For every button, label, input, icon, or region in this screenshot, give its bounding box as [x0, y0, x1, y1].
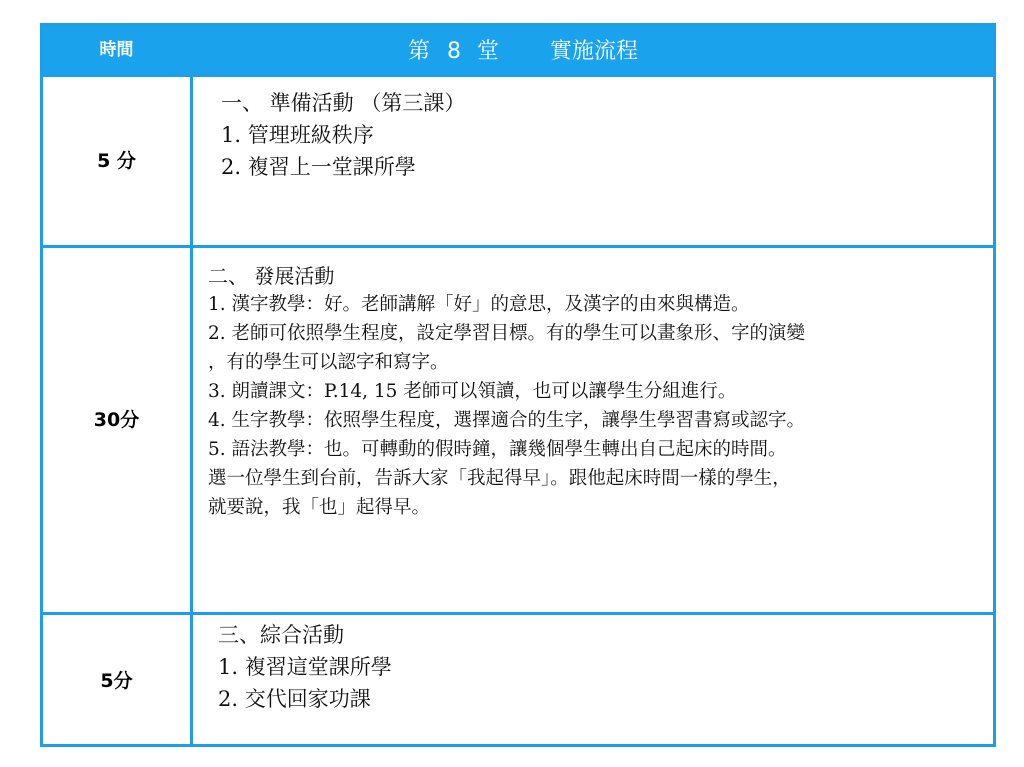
- list-item: 4. 生字教學：依照學生程度，選擇適合的生字，讓學生學習書寫或認字。: [208, 410, 806, 431]
- lesson-plan-table: [40, 23, 996, 747]
- list-item: 2. 老師可依照學生程度，設定學習目標。有的學生可以畫象形、字的演變: [208, 323, 806, 344]
- header-title: [190, 26, 993, 74]
- title-suffix: 堂: [477, 39, 500, 64]
- title-main: 實施流程: [550, 39, 639, 64]
- list-item: ，有的學生可以認字和寫字。: [208, 352, 449, 373]
- title-number: 8: [447, 39, 461, 64]
- list-item: 就要說，我「也」起得早。: [208, 497, 431, 518]
- list-item: 2. 交代回家功課: [218, 687, 371, 711]
- time-cell-row-2: 30分: [93, 409, 140, 431]
- list-item: 1. 漢字教學：好。老師講解「好」的意思，及漢字的由來與構造。: [208, 294, 750, 315]
- section-heading: 二、 發展活動: [208, 264, 335, 288]
- list-item: 3. 朗讀課文：P.14, 15 老師可以領讀，也可以讓學生分組進行。: [208, 381, 737, 402]
- table-header: [43, 26, 993, 77]
- content-cell-row-3: [193, 615, 993, 747]
- title-prefix: 第: [408, 39, 431, 64]
- header-time-label: 時間: [99, 40, 134, 60]
- list-item: 1. 管理班級秩序: [221, 123, 374, 147]
- content-cell-row-1: [193, 77, 993, 245]
- list-item: 2. 複習上一堂課所學: [221, 155, 416, 179]
- section-heading: 三、綜合活動: [218, 623, 344, 647]
- time-cell-row-3: 5分: [100, 670, 133, 692]
- time-cell-row-1: 5 分: [97, 150, 136, 172]
- list-item: 1. 複習這堂課所學: [218, 655, 392, 679]
- content-cell-row-2: [193, 248, 993, 612]
- list-item: 選一位學生到台前，告訴大家「我起得早」。跟他起床時間一樣的學生，: [208, 468, 791, 489]
- list-item: 5. 語法教學：也。可轉動的假時鐘，讓幾個學生轉出自己起床的時間。: [208, 439, 787, 460]
- section-heading: 一、 準備活動 （第三課）: [221, 91, 466, 115]
